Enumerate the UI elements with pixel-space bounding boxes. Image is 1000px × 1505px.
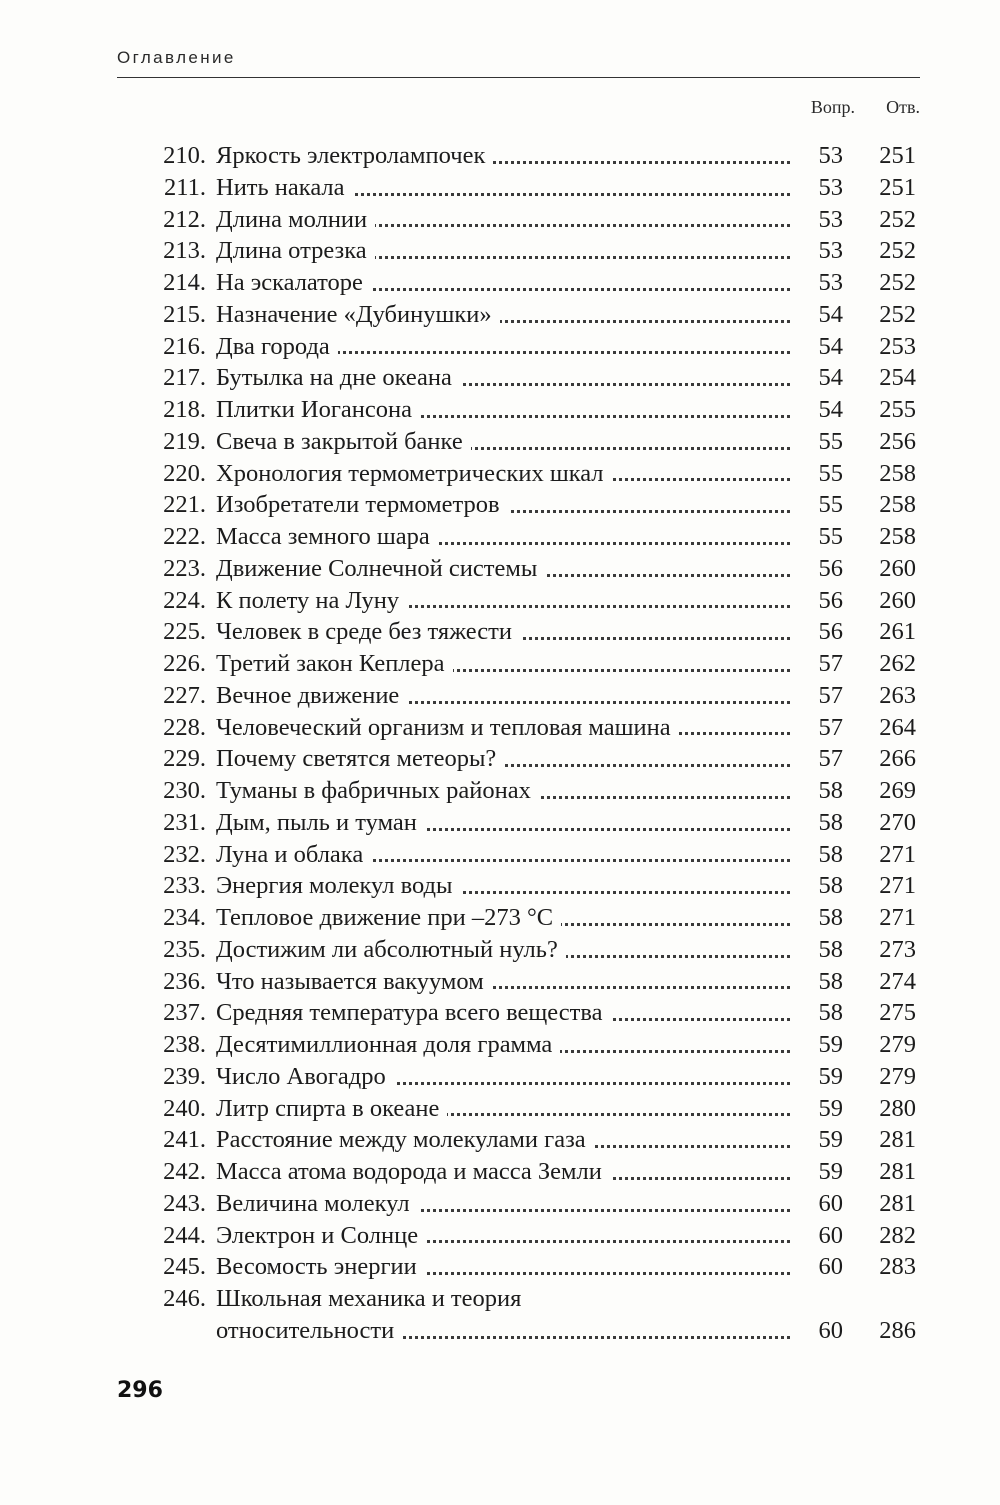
entry-title: Что называется вакуумом bbox=[216, 968, 492, 995]
toc-entry bbox=[0, 1061, 1000, 1093]
entry-answer-page: 282 bbox=[879, 1221, 916, 1249]
entry-number: 216. bbox=[163, 332, 206, 360]
entry-answer-page: 270 bbox=[879, 808, 916, 836]
entry-answer-page: 271 bbox=[879, 840, 916, 868]
toc-entry bbox=[0, 966, 1000, 998]
entry-title: Назначение «Дубинушки» bbox=[216, 301, 500, 328]
toc-entry bbox=[0, 680, 1000, 712]
entry-number: 245. bbox=[163, 1253, 206, 1281]
entry-number: 219. bbox=[163, 427, 206, 455]
entry-number: 226. bbox=[163, 650, 206, 677]
entry-leader bbox=[216, 934, 790, 966]
toc-entry bbox=[0, 235, 1000, 267]
entry-title: Дым, пыль и туман bbox=[216, 809, 425, 836]
entry-title: На эскалаторе bbox=[216, 269, 371, 296]
entry-title: Тепловое движение при –273 °С bbox=[216, 904, 561, 931]
entry-question-page: 57 bbox=[818, 713, 843, 741]
toc-entry bbox=[0, 172, 1000, 204]
entry-answer-page: 262 bbox=[879, 650, 916, 677]
entry-answer-page: 281 bbox=[879, 1126, 916, 1154]
entry-leader bbox=[216, 807, 790, 839]
entry-leader bbox=[216, 1029, 790, 1061]
entry-answer-page: 274 bbox=[879, 967, 916, 995]
toc-entry bbox=[0, 521, 1000, 553]
entry-title: относительности bbox=[216, 1317, 402, 1344]
entry-title: Вечное движение bbox=[216, 682, 407, 709]
entry-question-page: 57 bbox=[818, 745, 843, 773]
entry-leader bbox=[216, 140, 790, 172]
toc-entry bbox=[0, 1315, 1000, 1347]
entry-question-page: 58 bbox=[818, 777, 843, 804]
entry-title: Третий закон Кеплера bbox=[216, 650, 453, 677]
entry-title: Достижим ли абсолютный нуль? bbox=[216, 936, 566, 963]
entry-number: 232. bbox=[163, 840, 206, 868]
entry-title: Туманы в фабричных районах bbox=[216, 777, 539, 804]
entry-number: 237. bbox=[163, 999, 206, 1027]
entry-answer-page: 271 bbox=[879, 904, 916, 931]
toc-entry bbox=[0, 839, 1000, 871]
toc-entry bbox=[0, 1093, 1000, 1125]
column-headers bbox=[0, 97, 1000, 119]
entry-title: Яркость электролампочек bbox=[216, 142, 493, 169]
entry-question-page: 60 bbox=[818, 1189, 843, 1217]
toc-entry bbox=[0, 997, 1000, 1029]
entry-answer-page: 279 bbox=[879, 1031, 916, 1058]
entry-answer-page: 286 bbox=[879, 1316, 916, 1344]
toc-entry bbox=[0, 394, 1000, 426]
entry-question-page: 54 bbox=[818, 364, 843, 392]
entry-question-page: 57 bbox=[818, 650, 843, 677]
entry-answer-page: 261 bbox=[879, 618, 916, 646]
entry-question-page: 60 bbox=[818, 1221, 843, 1249]
entry-number: 238. bbox=[163, 1031, 206, 1058]
entry-question-page: 58 bbox=[818, 808, 843, 836]
entry-answer-page: 264 bbox=[879, 713, 916, 741]
toc-entry bbox=[0, 553, 1000, 585]
entry-number: 211. bbox=[164, 173, 206, 201]
entry-answer-page: 281 bbox=[879, 1189, 916, 1217]
toc-entry bbox=[0, 648, 1000, 680]
toc-entry bbox=[0, 743, 1000, 775]
entry-question-page: 58 bbox=[818, 840, 843, 868]
entry-leader bbox=[216, 1283, 790, 1315]
entry-question-page: 56 bbox=[818, 586, 843, 614]
entry-number: 240. bbox=[163, 1094, 206, 1122]
entry-question-page: 59 bbox=[818, 1158, 843, 1185]
entry-number: 228. bbox=[163, 713, 206, 741]
entry-answer-page: 254 bbox=[879, 364, 916, 392]
column-header-question: Вопр. bbox=[810, 97, 855, 117]
entry-answer-page: 280 bbox=[879, 1094, 916, 1122]
entry-number: 241. bbox=[163, 1126, 206, 1154]
toc-entry bbox=[0, 299, 1000, 331]
toc-entry bbox=[0, 331, 1000, 363]
entry-question-page: 58 bbox=[818, 904, 843, 931]
entry-leader bbox=[216, 172, 790, 204]
toc-list bbox=[0, 140, 1000, 1347]
entry-question-page: 54 bbox=[818, 396, 843, 423]
entry-leader bbox=[216, 839, 790, 871]
entry-answer-page: 252 bbox=[879, 237, 916, 265]
toc-entry bbox=[0, 1220, 1000, 1252]
entry-title: Нить накала bbox=[216, 174, 353, 201]
entry-answer-page: 273 bbox=[879, 935, 916, 963]
entry-number: 218. bbox=[163, 396, 206, 423]
entry-answer-page: 275 bbox=[879, 999, 916, 1027]
entry-answer-page: 266 bbox=[879, 745, 916, 773]
entry-question-page: 53 bbox=[818, 269, 843, 296]
entry-number: 213. bbox=[163, 237, 206, 265]
entry-question-page: 54 bbox=[818, 332, 843, 360]
entry-number: 236. bbox=[163, 967, 206, 995]
header-rule bbox=[117, 77, 920, 78]
entry-question-page: 58 bbox=[818, 999, 843, 1027]
entry-answer-page: 251 bbox=[879, 142, 916, 169]
entry-leader bbox=[216, 235, 790, 267]
entry-title: Луна и облака bbox=[216, 841, 371, 868]
toc-entry bbox=[0, 204, 1000, 236]
entry-title: Два города bbox=[216, 333, 338, 360]
entry-number: 230. bbox=[163, 777, 206, 804]
entry-answer-page: 252 bbox=[879, 300, 916, 328]
entry-question-page: 59 bbox=[818, 1094, 843, 1122]
entry-leader bbox=[216, 1156, 790, 1188]
entry-leader bbox=[216, 204, 790, 236]
entry-title: Бутылка на дне океана bbox=[216, 364, 460, 391]
entry-title: К полету на Луну bbox=[216, 587, 407, 614]
entry-number: 246. bbox=[163, 1285, 206, 1312]
entry-number: 244. bbox=[163, 1221, 206, 1249]
entry-number: 210. bbox=[163, 142, 206, 169]
entry-title: Весомость энергии bbox=[216, 1253, 425, 1280]
entry-question-page: 56 bbox=[818, 618, 843, 646]
entry-title: Человеческий организм и тепловая машина bbox=[216, 714, 679, 741]
entry-question-page: 60 bbox=[818, 1316, 843, 1344]
column-header-answer: Отв. bbox=[886, 97, 920, 117]
entry-number: 220. bbox=[163, 459, 206, 487]
entry-number: 242. bbox=[163, 1158, 206, 1185]
entry-number: 224. bbox=[163, 586, 206, 614]
entry-question-page: 53 bbox=[818, 237, 843, 265]
entry-title: Электрон и Солнце bbox=[216, 1222, 426, 1249]
entry-leader bbox=[216, 1315, 790, 1347]
entry-question-page: 58 bbox=[818, 967, 843, 995]
entry-number: 221. bbox=[163, 491, 206, 519]
toc-entry bbox=[0, 870, 1000, 902]
toc-entry bbox=[0, 426, 1000, 458]
page-number: 296 bbox=[117, 1378, 163, 1403]
entry-title: Длина отрезка bbox=[216, 237, 375, 264]
entry-answer-page: 271 bbox=[879, 872, 916, 900]
entry-answer-page: 256 bbox=[879, 427, 916, 455]
toc-entry bbox=[0, 1156, 1000, 1188]
entry-number: 215. bbox=[163, 300, 206, 328]
entry-answer-page: 258 bbox=[879, 491, 916, 519]
entry-answer-page: 260 bbox=[879, 554, 916, 582]
entry-title: Школьная механика и теория bbox=[216, 1285, 529, 1312]
entry-leader bbox=[216, 966, 790, 998]
entry-number: 235. bbox=[163, 935, 206, 963]
toc-entry bbox=[0, 585, 1000, 617]
entry-question-page: 53 bbox=[818, 142, 843, 169]
entry-title: Десятимиллионная доля грамма bbox=[216, 1031, 560, 1058]
entry-title: Энергия молекул воды bbox=[216, 872, 460, 899]
entry-answer-page: 255 bbox=[879, 396, 916, 423]
entry-question-page: 58 bbox=[818, 872, 843, 900]
entry-answer-page: 283 bbox=[879, 1253, 916, 1281]
entry-leader bbox=[216, 712, 790, 744]
entry-leader bbox=[216, 1093, 790, 1125]
toc-entry bbox=[0, 902, 1000, 934]
entry-answer-page: 263 bbox=[879, 681, 916, 709]
toc-entry bbox=[0, 712, 1000, 744]
entry-number: 229. bbox=[163, 745, 206, 773]
toc-entry bbox=[0, 807, 1000, 839]
toc-entry bbox=[0, 1188, 1000, 1220]
entry-answer-page: 279 bbox=[879, 1062, 916, 1090]
entry-question-page: 53 bbox=[818, 205, 843, 233]
entry-number: 233. bbox=[163, 872, 206, 900]
entry-leader bbox=[216, 648, 790, 680]
entry-title: Свеча в закрытой банке bbox=[216, 428, 471, 455]
entry-leader bbox=[216, 1061, 790, 1093]
entry-title: Плитки Иогансона bbox=[216, 396, 420, 423]
entry-leader bbox=[216, 521, 790, 553]
entry-leader bbox=[216, 362, 790, 394]
toc-entry bbox=[0, 1251, 1000, 1283]
entry-answer-page: 258 bbox=[879, 459, 916, 487]
entry-title: Почему светятся метеоры? bbox=[216, 745, 504, 772]
entry-question-page: 59 bbox=[818, 1031, 843, 1058]
entry-title: Средняя температура всего вещества bbox=[216, 999, 610, 1026]
entry-leader bbox=[216, 1188, 790, 1220]
entry-title: Масса земного шара bbox=[216, 523, 438, 550]
toc-entry bbox=[0, 616, 1000, 648]
entry-question-page: 54 bbox=[818, 300, 843, 328]
entry-title: Человек в среде без тяжести bbox=[216, 618, 520, 645]
entry-title: Число Авогадро bbox=[216, 1063, 394, 1090]
toc-entry bbox=[0, 362, 1000, 394]
toc-entry bbox=[0, 489, 1000, 521]
entry-leader bbox=[216, 426, 790, 458]
entry-title: Движение Солнечной системы bbox=[216, 555, 545, 582]
entry-question-page: 59 bbox=[818, 1126, 843, 1154]
entry-leader bbox=[216, 553, 790, 585]
entry-leader bbox=[216, 775, 790, 807]
entry-question-page: 55 bbox=[818, 523, 843, 550]
entry-title: Расстояние между молекулами газа bbox=[216, 1126, 594, 1153]
entry-leader bbox=[216, 331, 790, 363]
toc-entry bbox=[0, 267, 1000, 299]
toc-entry bbox=[0, 1283, 1000, 1315]
toc-entry bbox=[0, 775, 1000, 807]
entry-title: Литр спирта в океане bbox=[216, 1095, 447, 1122]
entry-number: 231. bbox=[163, 808, 206, 836]
entry-title: Величина молекул bbox=[216, 1190, 418, 1217]
entry-answer-page: 251 bbox=[879, 173, 916, 201]
entry-leader bbox=[216, 902, 790, 934]
entry-title: Изобретатели термометров bbox=[216, 491, 508, 518]
entry-number: 225. bbox=[163, 618, 206, 646]
entry-answer-page: 253 bbox=[879, 332, 916, 360]
entry-answer-page: 269 bbox=[879, 777, 916, 804]
toc-entry bbox=[0, 140, 1000, 172]
entry-leader bbox=[216, 489, 790, 521]
entry-answer-page: 281 bbox=[879, 1158, 916, 1185]
entry-question-page: 55 bbox=[818, 427, 843, 455]
toc-entry bbox=[0, 1124, 1000, 1156]
toc-entry bbox=[0, 458, 1000, 490]
entry-number: 217. bbox=[163, 364, 206, 392]
entry-leader bbox=[216, 870, 790, 902]
entry-answer-page: 252 bbox=[879, 269, 916, 296]
running-head: Оглавление bbox=[117, 48, 236, 67]
entry-question-page: 60 bbox=[818, 1253, 843, 1281]
entry-leader bbox=[216, 267, 790, 299]
entry-leader bbox=[216, 585, 790, 617]
entry-leader bbox=[216, 458, 790, 490]
entry-answer-page: 258 bbox=[879, 523, 916, 550]
entry-question-page: 58 bbox=[818, 935, 843, 963]
entry-leader bbox=[216, 1251, 790, 1283]
entry-number: 223. bbox=[163, 554, 206, 582]
entry-leader bbox=[216, 299, 790, 331]
entry-leader bbox=[216, 1124, 790, 1156]
entry-number: 214. bbox=[163, 269, 206, 296]
entry-leader bbox=[216, 997, 790, 1029]
entry-title: Хронология термометрических шкал bbox=[216, 460, 612, 487]
entry-leader bbox=[216, 743, 790, 775]
entry-number: 222. bbox=[163, 523, 206, 550]
entry-leader bbox=[216, 616, 790, 648]
entry-question-page: 55 bbox=[818, 459, 843, 487]
entry-question-page: 53 bbox=[818, 173, 843, 201]
toc-entry bbox=[0, 934, 1000, 966]
entry-title: Масса атома водорода и масса Земли bbox=[216, 1158, 610, 1185]
entry-question-page: 56 bbox=[818, 554, 843, 582]
entry-number: 212. bbox=[163, 205, 206, 233]
toc-entry bbox=[0, 1029, 1000, 1061]
entry-leader bbox=[216, 1220, 790, 1252]
entry-question-page: 55 bbox=[818, 491, 843, 519]
entry-question-page: 59 bbox=[818, 1062, 843, 1090]
entry-leader bbox=[216, 680, 790, 712]
entry-leader bbox=[216, 394, 790, 426]
entry-number: 239. bbox=[163, 1062, 206, 1090]
entry-answer-page: 260 bbox=[879, 586, 916, 614]
entry-answer-page: 252 bbox=[879, 205, 916, 233]
entry-question-page: 57 bbox=[818, 681, 843, 709]
entry-number: 227. bbox=[163, 681, 206, 709]
entry-title: Длина молнии bbox=[216, 206, 375, 233]
entry-number: 243. bbox=[163, 1189, 206, 1217]
entry-number: 234. bbox=[163, 904, 206, 931]
